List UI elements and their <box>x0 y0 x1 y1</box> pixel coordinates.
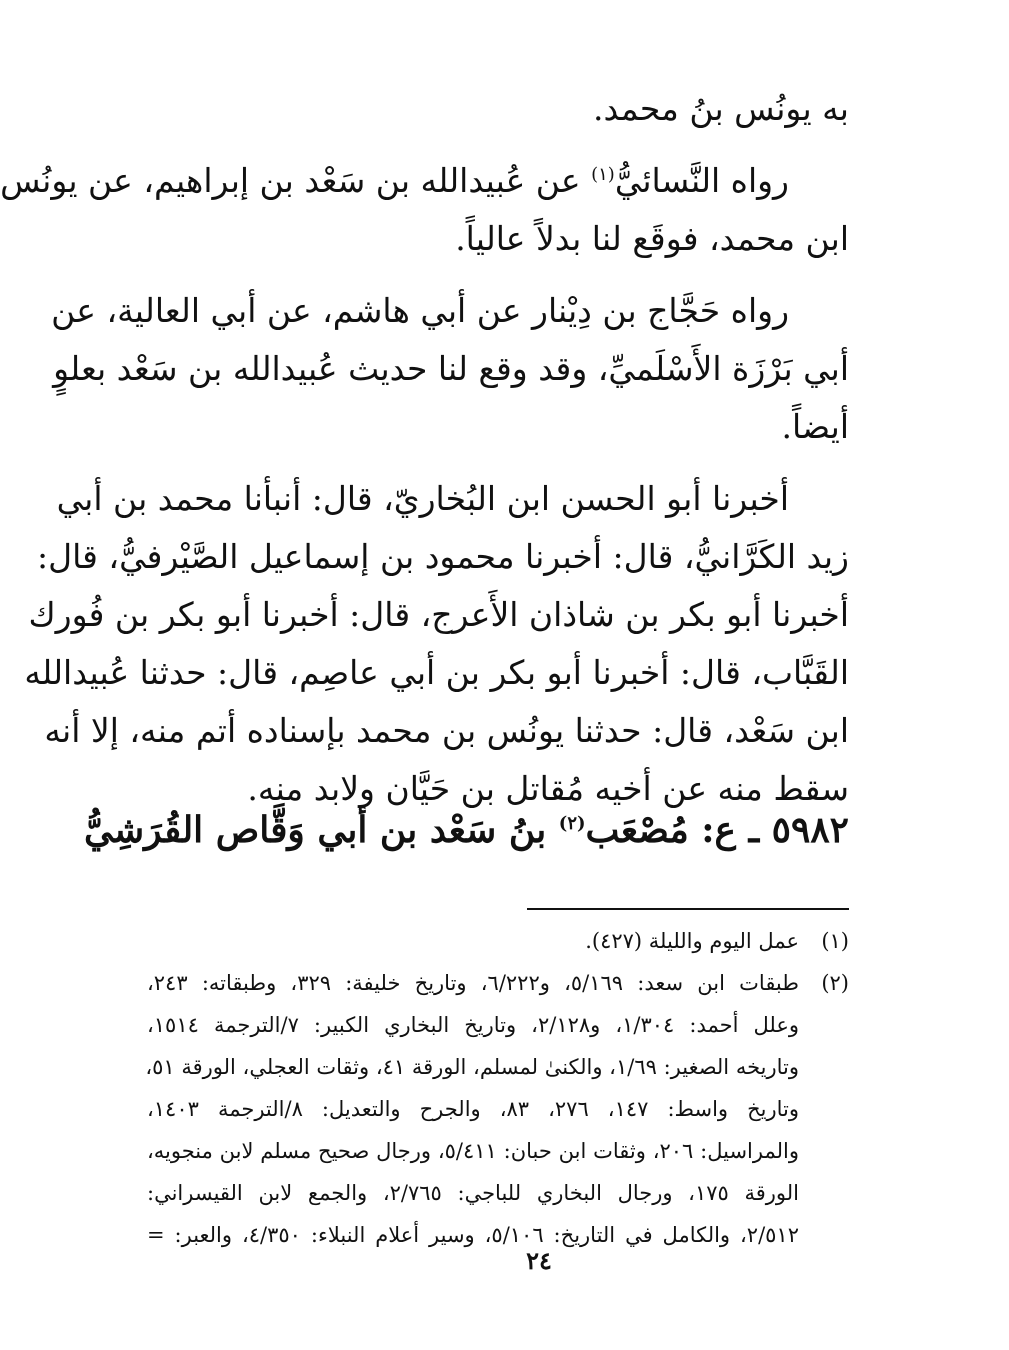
footnote-2-line-4: وتاريخ واسط: ١٤٧، ٢٧٦، ٨٣، والجرح والتعديل: ٨/الترجمة ١٤٠٣، <box>147 1097 800 1121</box>
entry-heading <box>83 800 849 860</box>
footnote-ref-1: (١) <box>591 164 615 185</box>
paragraph-2-line-1: رواه حَجَّاج بن دِيْنار عن أبي هاشم، عن أبي العالية، عن <box>51 291 789 330</box>
paragraph-1-line-2: ابن محمد، فوقَع لنا بدلاً عالياً. <box>455 219 849 258</box>
footnote-ref-2: (٢) <box>558 813 586 834</box>
entry-heading-text-b: بنُ سَعْد بن أبي وَقَّاص القُرَشِيُّ <box>83 809 559 851</box>
footnote-2-line-1: طبقات ابن سعد: ٥/١٦٩، و٦/٢٢٢، وتاريخ خليفة: ٣٢٩، وطبقاته: ٢٤٣، <box>147 971 799 995</box>
continuation-line: به يونُس بنُ محمد. <box>592 89 849 128</box>
footnote-2-line-7: ٢/٥١٢، والكامل في التاريخ: ٥/١٠٦، وسير أعلام النبلاء: ٤/٣٥٠، والعبر: = <box>147 1223 799 1247</box>
footnote-separator <box>527 908 849 910</box>
paragraph-3-line-5: ابن سَعْد، قال: حدثنا يونُس بن محمد بإسناده أتم منه، إلا أنه <box>44 711 849 750</box>
footnote-2-number: (٢) <box>821 971 849 995</box>
footnote-1 <box>147 920 849 962</box>
paragraph-1-text-a: رواه النَّسائيُّ <box>614 161 789 200</box>
paragraph-3-line-3: أخبرنا أبو بكر بن شاذان الأَعرج، قال: أخبرنا أبو بكر بن فُورك <box>28 595 849 634</box>
footnote-2-line-5: والمراسيل: ٢٠٦، وثقات ابن حبان: ٥/٤١١، ورجال صحيح مسلم لابن منجويه، <box>147 1139 799 1163</box>
entry-heading-text-a: ٥٩٨٢ ـ ع: مُصْعَب <box>585 809 849 851</box>
footnote-1-number: (١) <box>821 929 849 953</box>
paragraph-3-line-1: أخبرنا أبو الحسن ابن البُخاريّ، قال: أنبأنا محمد بن أبي <box>56 479 789 518</box>
main-text <box>0 80 849 818</box>
paragraph-2-line-3: أيضاً. <box>781 407 849 446</box>
paragraph-1-text-b: عن عُبيدالله بن سَعْد بن إبراهيم، عن يونُس <box>0 161 592 200</box>
paragraph-3-line-2: زيد الكَرَّانيُّ، قال: أخبرنا محمود بن إسماعيل الصَّيْرفيُّ، قال: <box>37 537 849 576</box>
page-number: ٢٤ <box>526 1246 552 1275</box>
paragraph-3-line-4: القَبَّاب، قال: أخبرنا أبو بكر بن أبي عاصِم، قال: حدثنا عُبيدالله <box>24 653 849 692</box>
paragraph-2-line-2: أبي بَرْزَة الأَسْلَميِّ، وقد وقع لنا حديث عُبيدالله بن سَعْد بعلوٍ <box>53 349 849 388</box>
footnote-1-line-1: عمل اليوم والليلة (٤٢٧). <box>585 929 799 953</box>
footnote-2-line-6: الورقة ١٧٥، ورجال البخاري للباجي: ٢/٧٦٥، والجمع لابن القيسراني: <box>147 1181 799 1205</box>
footnote-2-line-2: وعلل أحمد: ١/٣٠٤، و٢/١٢٨، وتاريخ البخاري الكبير: ٧/الترجمة ١٥١٤، <box>147 1013 799 1037</box>
paragraph-1-line-1 <box>0 152 849 210</box>
paragraph-3-line-6: سقط منه عن أخيه مُقاتل بن حَيَّان ولابد منه. <box>247 769 849 808</box>
footnote-2 <box>147 962 849 1256</box>
footnote-2-line-3: وتاريخه الصغير: ١/٦٩، والكنىٰ لمسلم، الورقة ٤١، وثقات العجلي، الورقة ٥١، <box>145 1055 799 1079</box>
footnotes <box>147 920 849 1256</box>
